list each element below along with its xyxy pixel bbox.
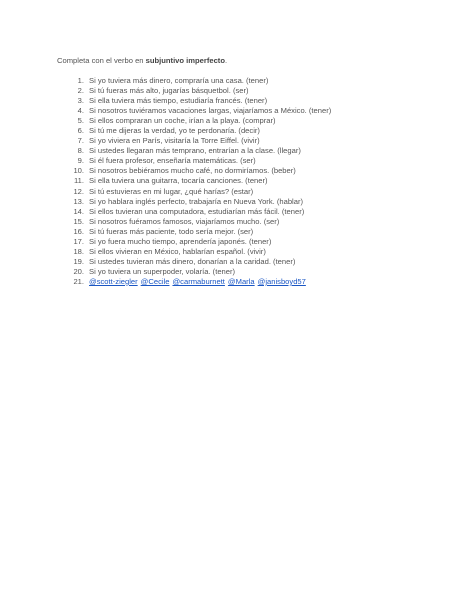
item-text: Si tú fueras más alto, jugarías básquetbol. (ser) xyxy=(89,86,249,96)
item-number: 16. xyxy=(73,226,84,236)
item-number: 14. xyxy=(73,206,84,216)
list-item xyxy=(66,116,331,126)
list-item xyxy=(66,217,331,227)
item-number: 2. xyxy=(77,86,84,96)
item-text: Si tú me dijeras la verdad, yo te perdonaría. (decir) xyxy=(89,126,260,136)
mention-link-cecile[interactable]: @Cecile xyxy=(140,276,170,286)
item-number: 7. xyxy=(77,136,84,146)
item-text: Si ellos tuvieran una computadora, estudiarían más fácil. (tener) xyxy=(89,206,305,216)
item-number: 5. xyxy=(77,116,84,126)
item-text: Si ellos vivieran en México, hablarían español. (vivir) xyxy=(89,246,266,256)
list-item xyxy=(66,126,331,136)
mentions-item xyxy=(66,277,331,287)
mention-link-janisboyd57[interactable]: @janisboyd57 xyxy=(257,276,306,286)
mention-link-marla[interactable]: @Marla xyxy=(227,276,255,286)
item-text: Si él fuera profesor, enseñaría matemáticas. (ser) xyxy=(89,156,256,166)
instruction-prefix: Completa con el verbo en xyxy=(57,56,146,65)
item-text: Si yo fuera mucho tiempo, aprendería japonés. (tener) xyxy=(89,236,272,246)
item-number: 20. xyxy=(73,266,84,276)
item-number: 19. xyxy=(73,256,84,266)
list-item xyxy=(66,156,331,166)
list-item xyxy=(66,247,331,257)
item-text: Si yo tuviera un superpoder, volaría. (tener) xyxy=(89,266,236,276)
item-text: Si ella tuviera una guitarra, tocaría canciones. (tener) xyxy=(89,176,268,186)
item-number: 3. xyxy=(77,96,84,106)
item-number: 10. xyxy=(73,166,84,176)
list-item xyxy=(66,176,331,186)
list-item xyxy=(66,76,331,86)
instruction-emphasis: subjuntivo imperfecto xyxy=(145,56,225,65)
item-number: 4. xyxy=(77,106,84,116)
item-text: Si yo tuviera más dinero, compraría una casa. (tener) xyxy=(89,76,269,85)
list-item xyxy=(66,96,331,106)
instruction-text xyxy=(57,56,227,66)
item-number: 6. xyxy=(77,126,84,136)
item-number: 18. xyxy=(73,246,84,256)
item-text: Si ustedes tuvieran más dinero, donarían a la caridad. (tener) xyxy=(89,256,296,266)
item-number: 11. xyxy=(74,176,84,186)
list-item xyxy=(66,257,331,267)
item-text: Si ustedes llegaran más temprano, entrarían a la clase. (llegar) xyxy=(89,146,301,156)
list-item xyxy=(66,86,331,96)
list-item xyxy=(66,106,331,116)
item-text: Si nosotros bebiéramos mucho café, no dormiríamos. (beber) xyxy=(89,166,296,176)
item-number: 21. xyxy=(73,276,84,286)
item-text: Si ella tuviera más tiempo, estudiaría francés. (tener) xyxy=(89,96,268,106)
list-item xyxy=(66,197,331,207)
mention-link-carmaburnett[interactable]: @carmaburnett xyxy=(172,276,225,286)
list-item xyxy=(66,146,331,156)
list-item xyxy=(66,136,331,146)
item-text: Si tú fueras más paciente, todo sería mejor. (ser) xyxy=(89,226,254,236)
item-number: 15. xyxy=(73,216,84,226)
item-number: 13. xyxy=(73,196,84,206)
item-text: Si ellos compraran un coche, irían a la playa. (comprar) xyxy=(89,116,276,126)
item-number: 1. xyxy=(77,76,84,85)
item-text: Si yo hablara inglés perfecto, trabajaría en Nueva York. (hablar) xyxy=(89,196,304,206)
item-number: 17. xyxy=(73,236,84,246)
list-item xyxy=(66,267,331,277)
item-number: 9. xyxy=(77,156,84,166)
item-text: Si nosotros tuviéramos vacaciones largas, viajaríamos a México. (tener) xyxy=(89,106,332,116)
mention-link-scott-ziegler[interactable]: @scott-ziegler xyxy=(89,276,138,286)
item-number: 12. xyxy=(73,186,84,196)
item-text: Si nosotros fuéramos famosos, viajaríamos mucho. (ser) xyxy=(89,216,280,226)
list-item xyxy=(66,227,331,237)
list-item xyxy=(66,237,331,247)
list-item xyxy=(66,187,331,197)
item-text: Si tú estuvieras en mi lugar, ¿qué harías? (estar) xyxy=(89,186,254,196)
list-item xyxy=(66,166,331,176)
list-item xyxy=(66,207,331,217)
exercise-list xyxy=(66,76,331,287)
instruction-suffix: . xyxy=(224,56,228,65)
item-number: 8. xyxy=(77,146,84,156)
item-text: Si yo viviera en París, visitaría la Torre Eiffel. (vivir) xyxy=(89,136,260,146)
